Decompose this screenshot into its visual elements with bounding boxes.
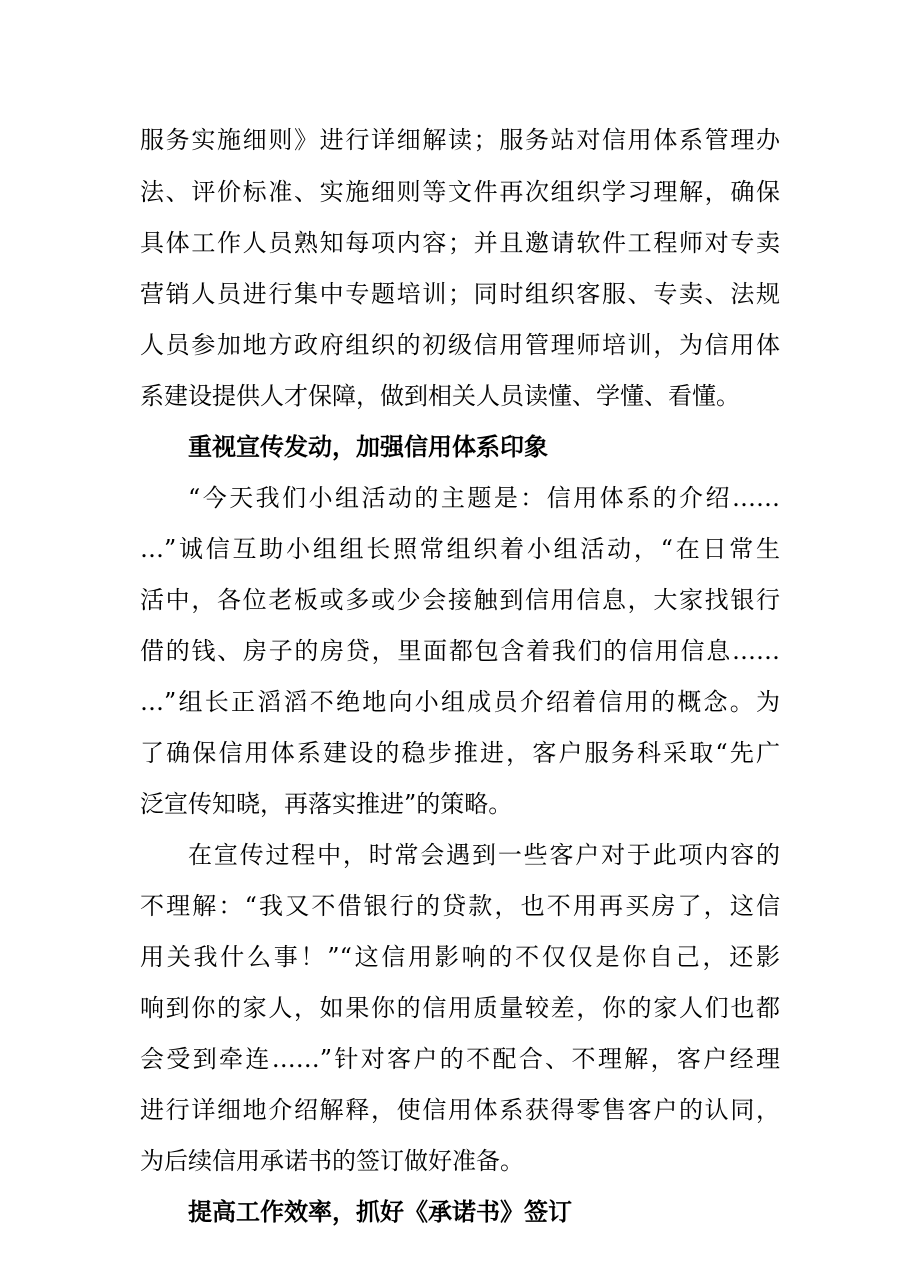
paragraph-1-line-5: 人员参加地方政府组织的初级信用管理师培训，为信用体	[140, 331, 780, 359]
paragraph-2-line-1: “今天我们小组活动的主题是：信用体系的介绍……	[188, 484, 780, 512]
paragraph-2-line-7: 泛宣传知晓，再落实推进”的策略。	[140, 790, 513, 818]
paragraph-1-line-6: 系建设提供人才保障，做到相关人员读懂、学懂、看懂。	[140, 382, 740, 410]
paragraph-3-line-4: 响到你的家人，如果你的信用质量较差，你的家人们也都	[140, 994, 780, 1022]
section-heading-publicity: 重视宣传发动，加强信用体系印象	[188, 433, 548, 461]
paragraph-2-line-6: 了确保信用体系建设的稳步推进，客户服务科采取“先广	[140, 739, 780, 767]
paragraph-3-line-6: 进行详细地介绍解释，使信用体系获得零售客户的认同，	[140, 1096, 780, 1124]
paragraph-2-line-5: …”组长正滔滔不绝地向小组成员介绍着信用的概念。为	[140, 688, 780, 716]
paragraph-1-line-1: 服务实施细则》进行详细解读；服务站对信用体系管理办	[140, 126, 780, 154]
paragraph-2-line-3: 活中，各位老板或多或少会接触到信用信息，大家找银行	[140, 586, 780, 614]
paragraph-3-line-2: 不理解：“我又不借银行的贷款，也不用再买房了，这信	[140, 892, 780, 920]
section-heading-commitment: 提高工作效率，抓好《承诺书》签订	[188, 1198, 572, 1226]
paragraph-1-line-3: 具体工作人员熟知每项内容；并且邀请软件工程师对专卖	[140, 229, 780, 257]
paragraph-3-line-3: 用关我什么事！”“这信用影响的不仅仅是你自己，还影	[140, 943, 780, 971]
paragraph-3-line-5: 会受到牵连……”针对客户的不配合、不理解，客户经理	[140, 1045, 780, 1073]
paragraph-3-line-1: 在宣传过程中，时常会遇到一些客户对于此项内容的	[188, 841, 780, 869]
paragraph-1-line-2: 法、评价标准、实施细则等文件再次组织学习理解，确保	[140, 178, 780, 206]
paragraph-1-line-4: 营销人员进行集中专题培训；同时组织客服、专卖、法规	[140, 280, 780, 308]
paragraph-2-line-4: 借的钱、房子的房贷，里面都包含着我们的信用信息……	[140, 637, 780, 665]
paragraph-2-line-2: …”诚信互助小组组长照常组织着小组活动，“在日常生	[140, 535, 780, 563]
paragraph-3-line-7: 为后续信用承诺书的签订做好准备。	[140, 1147, 524, 1175]
